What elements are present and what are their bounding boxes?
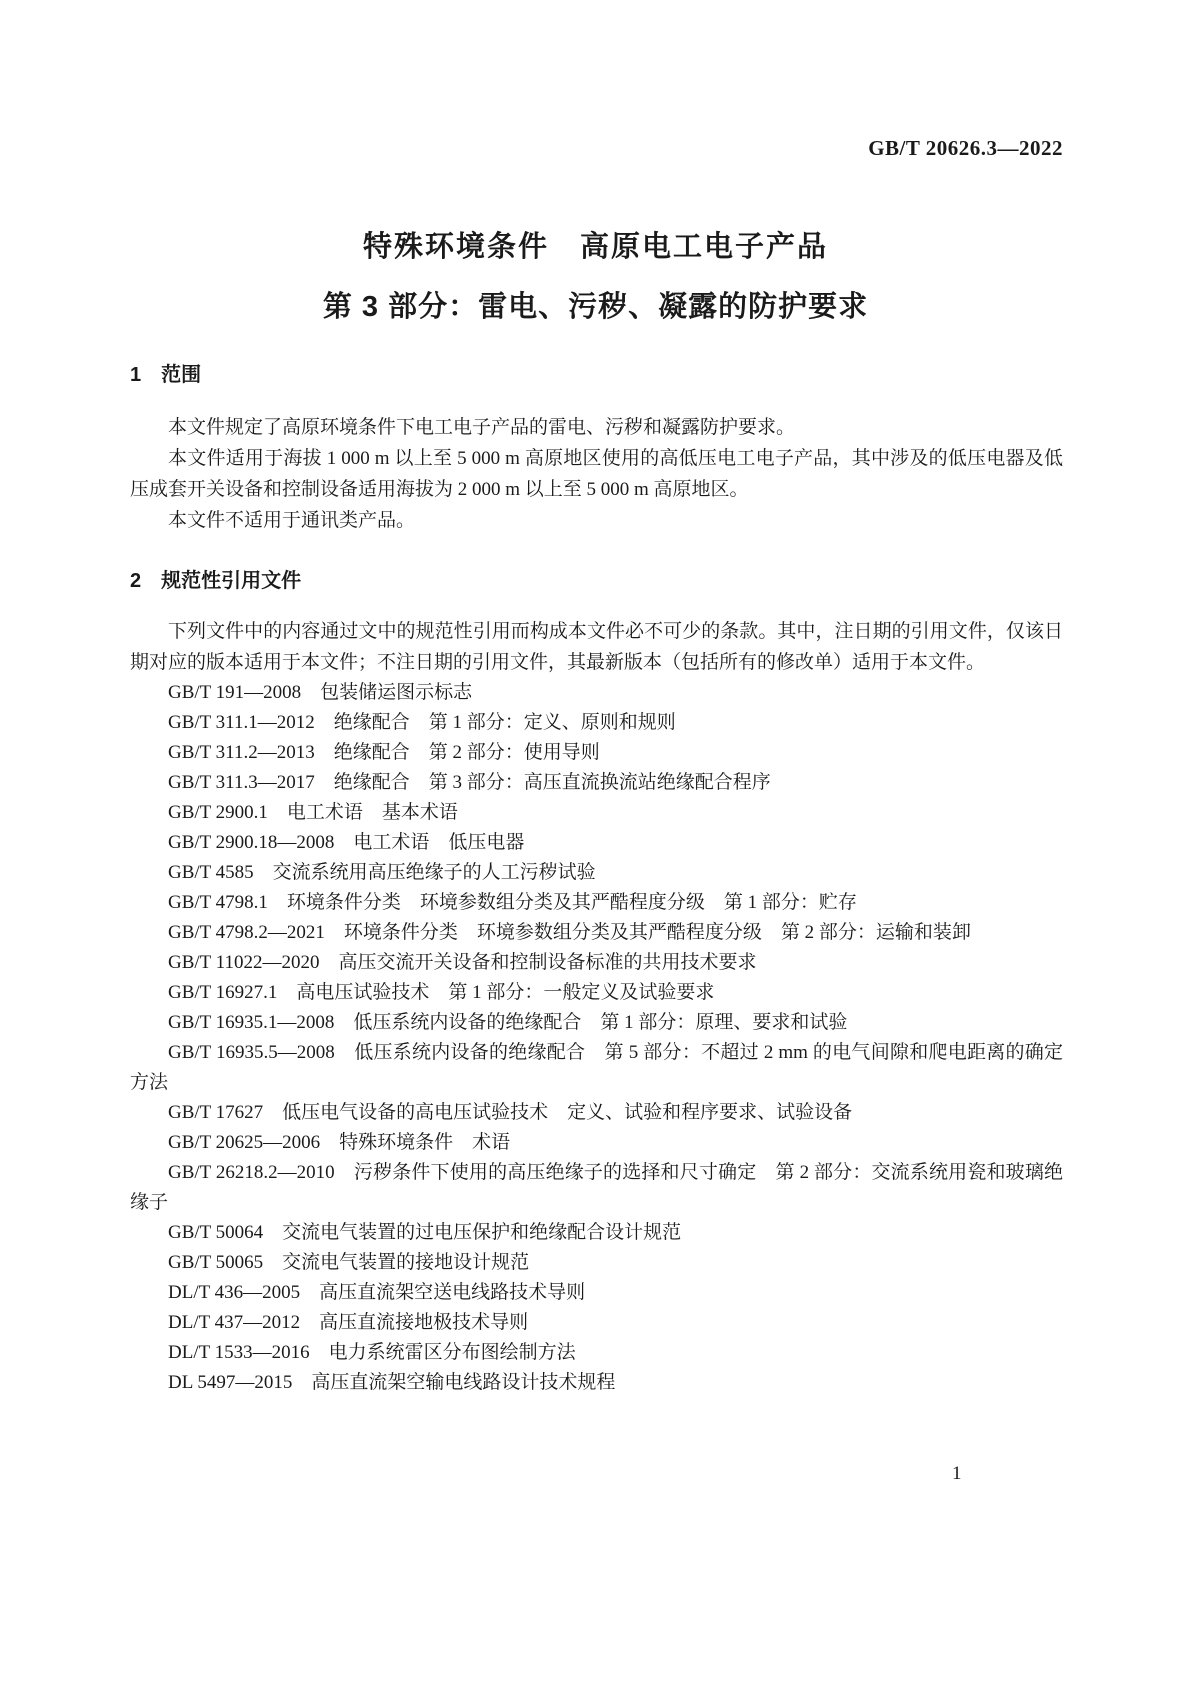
- reference-item: GB/T 26218.2—2010 污秽条件下使用的高压绝缘子的选择和尺寸确定 第 2 部分：交流系统用瓷和玻璃绝缘子: [130, 1162, 1063, 1213]
- reference-item: GB/T 4798.1 环境条件分类 环境参数组分类及其严酷程度分级 第 1 部分：贮存: [168, 892, 857, 913]
- reference-item: GB/T 2900.18—2008 电工术语 低压电器: [168, 832, 525, 853]
- reference-item: GB/T 16935.5—2008 低压系统内设备的绝缘配合 第 5 部分：不超过 2 mm 的电气间隙和爬电距离的确定方法: [130, 1042, 1063, 1093]
- reference-item: GB/T 11022—2020 高压交流开关设备和控制设备标准的共用技术要求: [168, 952, 757, 973]
- reference-item: GB/T 311.3—2017 绝缘配合 第 3 部分：高压直流换流站绝缘配合程序: [168, 772, 771, 793]
- reference-item: GB/T 4798.2—2021 环境条件分类 环境参数组分类及其严酷程度分级 第 2 部分：运输和装卸: [168, 922, 971, 943]
- title-line-2: 第 3 部分：雷电、污秽、凝露的防护要求: [322, 291, 869, 323]
- reference-item: GB/T 191—2008 包装储运图示标志: [168, 682, 473, 703]
- section-1-heading: 1 范围: [130, 364, 202, 386]
- reference-item: GB/T 17627 低压电气设备的高电压试验技术 定义、试验和程序要求、试验设备: [168, 1102, 853, 1123]
- reference-item: DL/T 437—2012 高压直流接地极技术导则: [168, 1312, 529, 1333]
- section-2-intro: 下列文件中的内容通过文中的规范性引用而构成本文件必不可少的条款。其中，注日期的引用文件，仅该日期对应的版本适用于本文件；不注日期的引用文件，其最新版本（包括所有的修改单）适用于本文件。: [130, 621, 1063, 673]
- reference-item: DL 5497—2015 高压直流架空输电线路设计技术规程: [168, 1372, 616, 1393]
- doc-number: GB/T 20626.3—2022: [868, 136, 1063, 160]
- reference-item: GB/T 20625—2006 特殊环境条件 术语: [168, 1132, 511, 1153]
- document-title: [0, 224, 1191, 325]
- reference-item: GB/T 4585 交流系统用高压绝缘子的人工污秽试验: [168, 862, 596, 883]
- reference-item: DL/T 1533—2016 电力系统雷区分布图绘制方法: [168, 1342, 576, 1363]
- reference-item: GB/T 16935.1—2008 低压系统内设备的绝缘配合 第 1 部分：原理、要求和试验: [168, 1012, 848, 1033]
- reference-item: GB/T 311.2—2013 绝缘配合 第 2 部分：使用导则: [168, 742, 600, 763]
- page-number: 1: [952, 1463, 962, 1484]
- reference-item: GB/T 16927.1 高电压试验技术 第 1 部分：一般定义及试验要求: [168, 982, 715, 1003]
- reference-item: GB/T 2900.1 电工术语 基本术语: [168, 802, 458, 823]
- title-line-1: 特殊环境条件 高原电工电子产品: [362, 231, 828, 263]
- reference-item: GB/T 311.1—2012 绝缘配合 第 1 部分：定义、原则和规则: [168, 712, 676, 733]
- section-2-heading: 2 规范性引用文件: [130, 570, 302, 592]
- section-1-paragraph: 本文件不适用于通讯类产品。: [168, 510, 416, 531]
- document-body: [130, 362, 1063, 1398]
- normative-references-list: [130, 678, 1063, 1398]
- reference-item: GB/T 50065 交流电气装置的接地设计规范: [168, 1252, 530, 1273]
- section-1-paragraph: 本文件规定了高原环境条件下电工电子产品的雷电、污秽和凝露防护要求。: [168, 417, 796, 438]
- reference-item: DL/T 436—2005 高压直流架空送电线路技术导则: [168, 1282, 586, 1303]
- section-1-paragraph: 本文件适用于海拔 1 000 m 以上至 5 000 m 高原地区使用的高低压电工电子产品，其中涉及的低压电器及低压成套开关设备和控制设备适用海拔为 2 000 m 以上至 5 000 m 高原地区。: [130, 448, 1063, 500]
- reference-item: GB/T 50064 交流电气装置的过电压保护和绝缘配合设计规范: [168, 1222, 682, 1243]
